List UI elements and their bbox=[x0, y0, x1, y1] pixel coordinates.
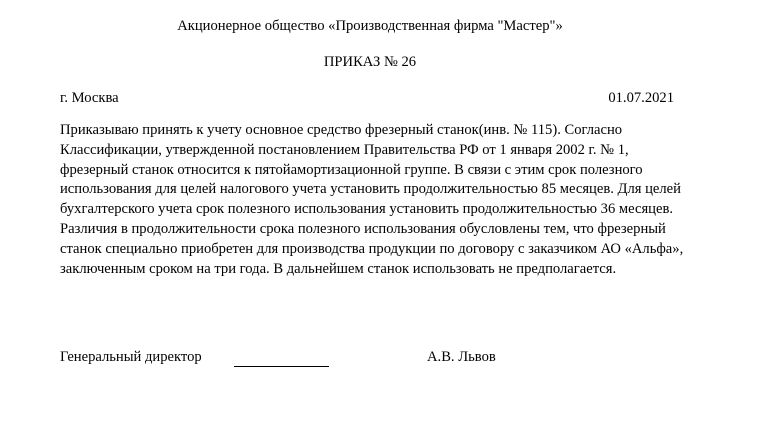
signatory-name: А.В. Львов bbox=[427, 349, 496, 365]
signature-block bbox=[60, 347, 700, 373]
order-city: г. Москва bbox=[60, 90, 119, 106]
order-body-text: Приказываю принять к учету основное средство фрезерный станок(инв. № 115). Согласно Классификации, утвержденной постановлением Правительства РФ от 1 января 2002 г. № 1, фрезерный станок относится к пятойамортизационной группе. В связи с этим срок полезного использования для целей налогового учета установить продолжительностью 85 месяцев. Для целей бухгалтерского учета срок полезного использования установить продолжительностью 36 месяцев. Различия в продолжительности срока полезного использования обусловлены тем, что фрезерный станок специально приобретен для производства продукции по договору с заказчиком АО «Альфа», заключенным сроком на три года. В дальнейшем станок использовать не предполагается. bbox=[60, 122, 684, 277]
order-title: ПРИКАЗ № 26 bbox=[323, 54, 417, 70]
signatory-position: Генеральный директор bbox=[60, 349, 202, 365]
order-date: 01.07.2021 bbox=[608, 90, 674, 106]
signature-line bbox=[234, 366, 329, 367]
organization-title: Акционерное общество «Производственная фирма "Мастер"» bbox=[177, 18, 563, 34]
